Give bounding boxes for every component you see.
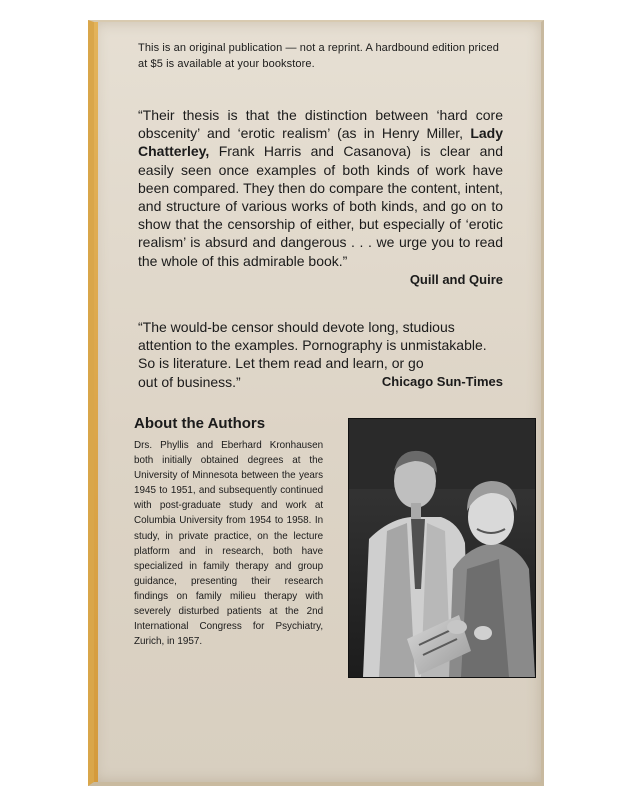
book-back-cover	[88, 20, 544, 786]
edition-note	[138, 40, 518, 72]
review-source: Chicago Sun-Times	[381, 373, 503, 389]
review-quote-closing: out of business.”	[138, 373, 241, 390]
authors-photo	[348, 418, 536, 678]
quote-text-part-2: Frank Harris and Casanova) is clear and easily seen once examples of both kinds of work have been compared. They then do compare the content, intent, and structure of various works of both kinds, and go on to show that the censorship of either, but especially of ‘erotic realism’ is absurd and dangerous . . . we urge you to read the whole of this admirable book.”	[138, 143, 503, 269]
cover-spine-edge	[94, 22, 98, 782]
about-authors-heading: About the Authors	[134, 415, 266, 432]
review-quote-quill-and-quire	[138, 106, 503, 289]
review-quote-text	[138, 106, 503, 270]
review-quote-chicago-sun-times	[138, 318, 503, 391]
edition-note-line-2: at $5 is available at your bookstore.	[138, 58, 315, 70]
edition-note-line-1: This is an original publication — not a reprint. A hardbound edition priced	[138, 42, 499, 54]
about-authors-body: Drs. Phyllis and Eberhard Kronhausen both initially obtained degrees at the University of Minnesota between the years 1945 to 1951, and subsequently continued with post-graduate study and work at Columbia University from 1954 to 1958. In study, in private practice, on the lecture platform and in research, both have specialized in family therapy and group guidance, presenting their research findings on family milieu therapy with severely disturbed patients at the 2nd International Congress for Psychiatry, Zurich, in 1957.	[134, 440, 324, 648]
quote-emphasis-title: Lady Chatterley,	[138, 125, 503, 160]
review-quote-text: “The would-be censor should devote long, studious attention to the examples. Pornography is unmistakable. So is literature. Let them read and learn, or go	[138, 319, 487, 372]
quote-text-part-1: “Their thesis is that the distinction between ‘hard core obscenity’ and ‘erotic realism’ (as in Henry Miller,	[138, 107, 503, 142]
authors-photo-image	[349, 419, 535, 677]
review-source: Quill and Quire	[409, 271, 503, 287]
review-quote-last-line	[138, 373, 503, 391]
